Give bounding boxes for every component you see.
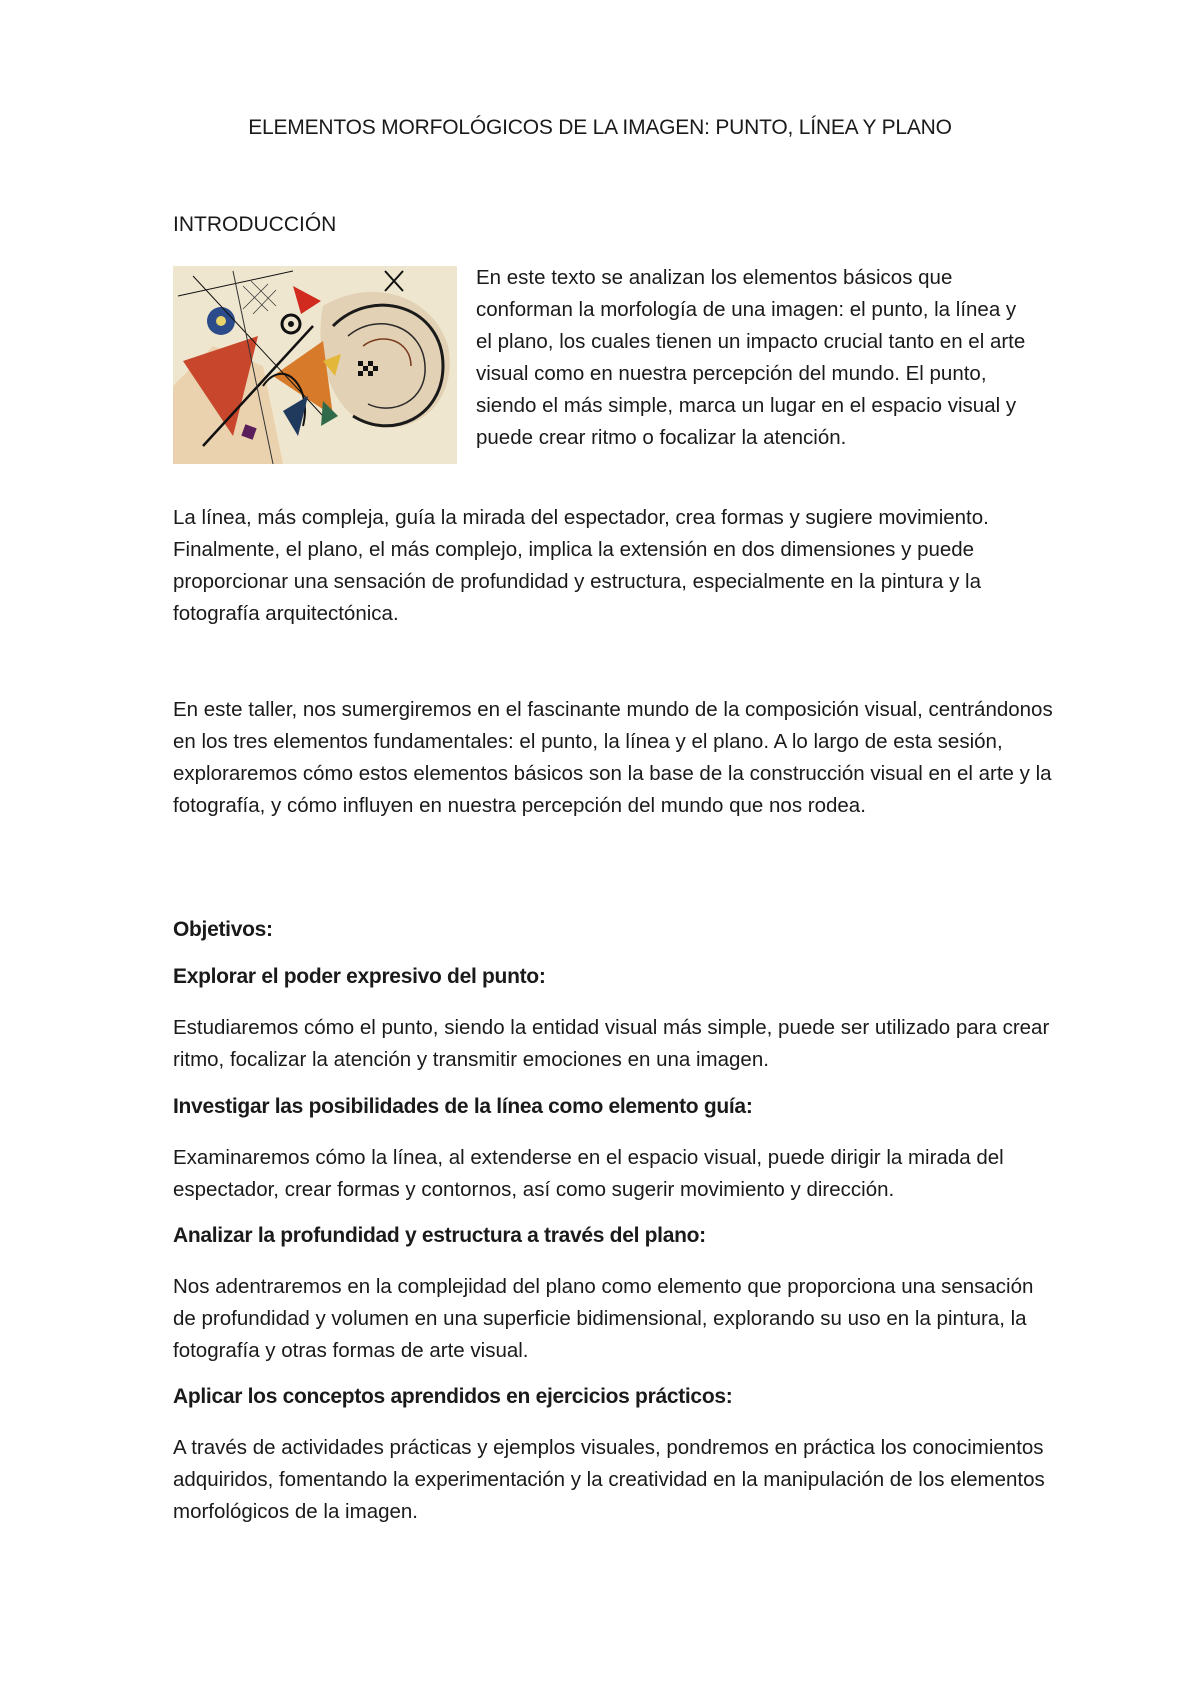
- objectives-heading: Objetivos:: [173, 918, 273, 941]
- objective-heading-plano: Analizar la profundidad y estructura a través del plano:: [173, 1224, 706, 1247]
- abstract-painting-image: [173, 266, 457, 464]
- objective-heading-practica: Aplicar los conceptos aprendidos en ejercicios prácticos:: [173, 1385, 733, 1408]
- objective-text-linea: Examinaremos cómo la línea, al extenderse en el espacio visual, puede dirigir la mirada del espectador, crear formas y contornos, así como sugerir movimiento y dirección.: [173, 1146, 1004, 1201]
- objective-heading-punto: Explorar el poder expresivo del punto:: [173, 965, 546, 988]
- objective-heading-linea: Investigar las posibilidades de la línea como elemento guía:: [173, 1095, 753, 1118]
- objective-text-punto: Estudiaremos cómo el punto, siendo la entidad visual más simple, puede ser utilizado para crear ritmo, focalizar la atención y transmitir emociones en una imagen.: [173, 1016, 1050, 1071]
- paragraph-line: La línea, más compleja, guía la mirada del espectador, crea formas y sugiere movimiento. Finalmente, el plano, el más complejo, implica la extensión en dos dimensiones y puede proporcionar una sensación de profundidad y estructura, especialmente en la pintura y la fotografía arquitectónica.: [173, 506, 989, 625]
- objective-text-plano: Nos adentraremos en la complejidad del plano como elemento que proporciona una sensación de profundidad y volumen en una superficie bidimensional, explorando su uso en la pintura, la fotografía y otras formas de arte visual.: [173, 1275, 1034, 1362]
- intro-heading: INTRODUCCIÓN: [173, 213, 337, 236]
- paragraph-taller: En este taller, nos sumergiremos en el fascinante mundo de la composición visual, centrándonos en los tres elementos fundamentales: el punto, la línea y el plano. A lo largo de esta sesión, exploraremos cómo estos elementos básicos son la base de la construcción visual en el arte y la fotografía, y cómo influyen en nuestra percepción del mundo que nos rodea.: [173, 698, 1053, 817]
- objective-text-practica: A través de actividades prácticas y ejemplos visuales, pondremos en práctica los conocimientos adquiridos, fomentando la experimentación y la creatividad en la manipulación de los elementos morfológicos de la imagen.: [173, 1436, 1045, 1523]
- intro-side-paragraph: En este texto se analizan los elementos básicos que conforman la morfología de una imagen: el punto, la línea y el plano, los cuales tienen un impacto crucial tanto en el arte visual como en nuestra percepción del mundo. El punto, siendo el más simple, marca un lugar en el espacio visual y puede crear ritmo o focalizar la atención.: [476, 266, 1026, 449]
- document-title: ELEMENTOS MORFOLÓGICOS DE LA IMAGEN: PUNTO, LÍNEA Y PLANO: [248, 116, 952, 139]
